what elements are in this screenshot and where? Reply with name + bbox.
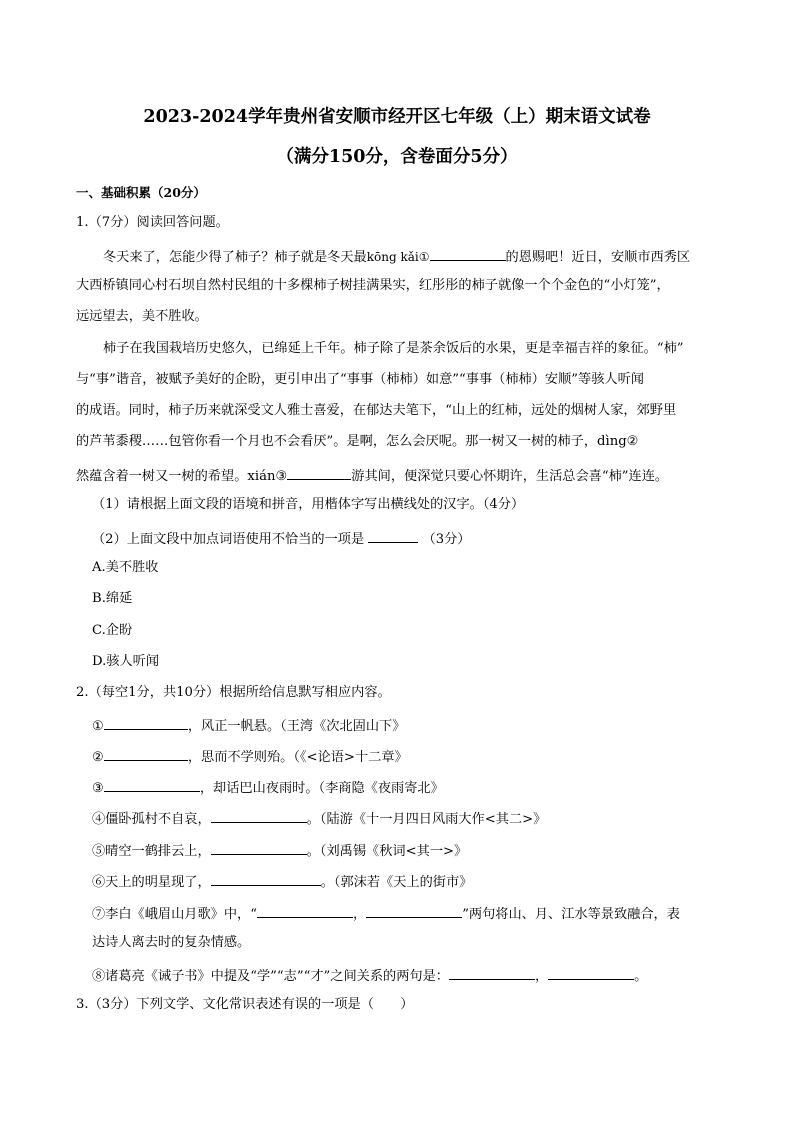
q2-item-3 bbox=[92, 777, 444, 798]
q1-stem: 1.（7分）阅读回答问题。 bbox=[76, 215, 229, 230]
answer-blank[interactable] bbox=[104, 715, 188, 730]
passage-text: 游其间，便深觉只要心怀期许，生活总会喜“柿”连连。 bbox=[351, 469, 669, 484]
item-text: ⑧诸葛亮《诫子书》中提及“学”“志”“才”之间关系的两句是： bbox=[92, 969, 449, 984]
passage-text: 冬天来了，怎能少得了柿子？柿子就是冬天最 bbox=[103, 250, 367, 265]
item-text: ”两句将山、月、江水等景致融合，表 bbox=[462, 907, 680, 922]
item-number: ③ bbox=[92, 781, 104, 796]
item-text: ，思而不学则殆。（《<论语>十二章》 bbox=[187, 750, 408, 765]
q2-item-6 bbox=[92, 871, 472, 892]
passage-text: 然蕴含着一树又一树的希望。xián③ bbox=[76, 469, 288, 484]
answer-blank[interactable] bbox=[104, 777, 200, 792]
item-text: 。（陆游《十一月四日风雨大作<其二>》 bbox=[306, 812, 547, 827]
option-d[interactable]: D.骇人听闻 bbox=[92, 654, 160, 669]
q2-item-7-cont: 达诗人离去时的复杂情感。 bbox=[92, 935, 251, 950]
q1-passage-line bbox=[76, 465, 668, 486]
item-text: ， bbox=[534, 969, 549, 984]
answer-blank[interactable] bbox=[104, 746, 188, 761]
answer-blank[interactable] bbox=[449, 965, 535, 980]
item-number: ① bbox=[92, 719, 104, 734]
item-text: ，风正一帆悬。（王湾《次北固山下》 bbox=[187, 719, 406, 734]
item-number: ② bbox=[92, 750, 104, 765]
item-text: ，却话巴山夜雨时。（李商隐《夜雨寄北》 bbox=[199, 781, 444, 796]
answer-blank[interactable] bbox=[211, 808, 307, 823]
item-text: ⑤晴空一鹤排云上， bbox=[92, 844, 211, 859]
item-text: 。 bbox=[634, 969, 648, 984]
q1-passage-line: 柿子在我国栽培历史悠久，已绵延上千年。柿子除了是茶余饭后的水果，更是幸福吉祥的象征。“柿” bbox=[103, 341, 684, 356]
q2-item-1 bbox=[92, 715, 405, 736]
q1-passage-line: 的芦苇黍稷……包管你看一个月也不会看厌”。是啊，怎么会厌呢。那一树又一树的柿子，dìng② bbox=[76, 434, 639, 449]
item-text: ④僵卧孤村不自哀， bbox=[92, 812, 211, 827]
section-heading: 一、基础积累（20分） bbox=[76, 185, 206, 200]
item-text: 。（刘禹锡《秋词<其一>》 bbox=[306, 844, 468, 859]
item-text: 。（郭沫若《天上的街市》 bbox=[320, 875, 473, 890]
q2-item-2 bbox=[92, 746, 408, 767]
passage-text: 的恩赐吧！近日，安顺市西秀区 bbox=[505, 250, 691, 265]
q2-item-5 bbox=[92, 840, 467, 861]
answer-blank[interactable] bbox=[366, 903, 462, 918]
answer-blank[interactable] bbox=[548, 965, 634, 980]
exam-title: 2023-2024学年贵州省安顺市经开区七年级（上）期末语文试卷 bbox=[143, 107, 651, 127]
q1-passage-line bbox=[103, 246, 690, 267]
q2-item-4 bbox=[92, 808, 546, 829]
item-text: ⑥天上的明星现了， bbox=[92, 875, 211, 890]
answer-blank[interactable] bbox=[211, 871, 321, 886]
answer-blank[interactable] bbox=[287, 465, 351, 480]
item-text: ， bbox=[353, 907, 367, 922]
option-a[interactable]: A.美不胜收 bbox=[92, 560, 159, 575]
option-b[interactable]: B.绵延 bbox=[92, 591, 133, 606]
q1-passage-line: 的成语。同时，柿子历来就深受文人雅士喜爱，在郁达夫笔下，“山上的红柿，远处的烟树人家，郊野里 bbox=[76, 403, 677, 418]
item-text: ⑦李白《峨眉山月歌》中，“ bbox=[92, 907, 257, 922]
answer-blank[interactable] bbox=[430, 246, 506, 261]
q2-item-7 bbox=[92, 903, 680, 924]
q2-item-8 bbox=[92, 965, 647, 986]
q1-subquestion-1: （1）请根据上面文段的语境和拼音，用楷体字写出横线处的汉字。（4分） bbox=[92, 497, 525, 512]
subquestion-score: （3分） bbox=[422, 532, 471, 547]
q3-stem: 3.（3分）下列文学、文化常识表述有误的一项是（ ） bbox=[76, 997, 414, 1012]
q1-passage-line: 与“事”谐音，被赋予美好的企盼，更引申出了“事事（柿柿）如意”“事事（柿柿）安顺”等骇人听闻 bbox=[76, 372, 644, 387]
q1-passage-line: 大西桥镇同心村石坝自然村民组的十多棵柿子树挂满果实，红彤彤的柿子就像一个个金色的“小灯笼”， bbox=[76, 278, 670, 293]
q1-subquestion-2 bbox=[92, 528, 471, 549]
subquestion-text: （2）上面文段中加点词语使用不恰当的一项是 bbox=[92, 532, 365, 547]
option-c[interactable]: C.企盼 bbox=[92, 623, 133, 638]
q2-stem: 2.（每空1分，共10分）根据所给信息默写相应内容。 bbox=[76, 685, 391, 700]
pinyin-hint: kōng kǎi① bbox=[366, 250, 430, 264]
exam-subtitle: （满分150分，含卷面分5分） bbox=[276, 147, 518, 167]
q1-passage-line: 远远望去，美不胜收。 bbox=[76, 309, 208, 324]
answer-blank[interactable] bbox=[368, 528, 418, 543]
answer-blank[interactable] bbox=[211, 840, 307, 855]
answer-blank[interactable] bbox=[257, 903, 353, 918]
